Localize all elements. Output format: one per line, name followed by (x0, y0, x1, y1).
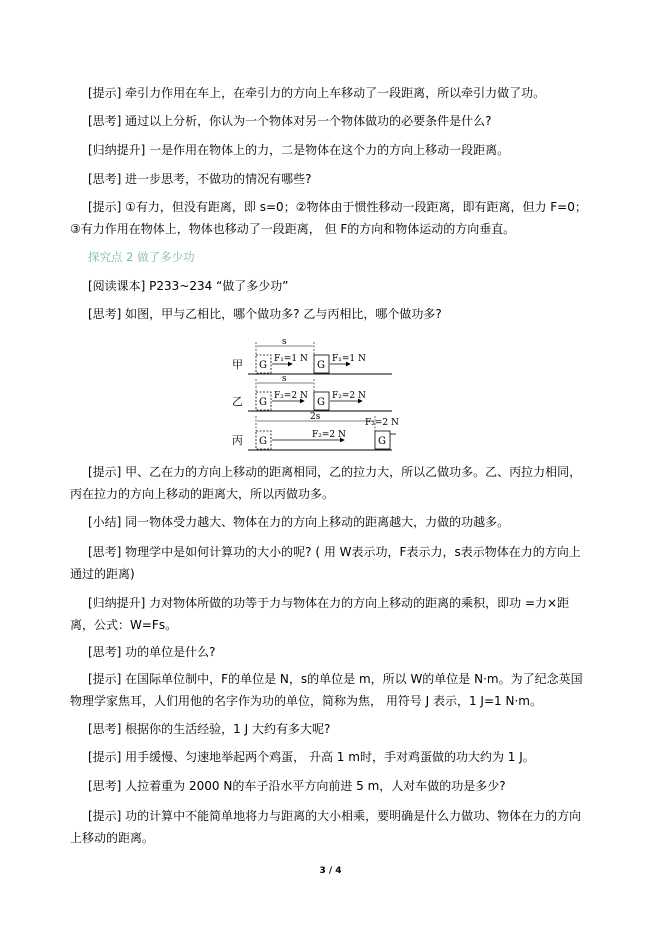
paragraph-think-2: [思考] 进一步思考，不做功的情况有哪些? (88, 172, 312, 186)
paragraph-think-4: [思考] 物理学中是如何计算功的大小的呢? ( 用 W表示功，F表示力，s表示物体在力的方向上通过的距离) (70, 545, 581, 581)
paragraph-think-7: [思考] 人拉着重为 2000 N的车子沿水平方向前进 5 m，人对车做的功是多少? (88, 779, 506, 793)
row-label-bing: 丙 (232, 434, 243, 447)
paragraph-think-1: [思考] 通过以上分析，你认为一个物体对另一个物体做功的必要条件是什么? (88, 114, 492, 128)
box-label: G (317, 397, 325, 408)
paragraph-conclusion: [小结] 同一物体受力越大、物体在力的方向上移动的距离越大，力做的功越多。 (88, 515, 510, 529)
paragraph-hint-1: [提示] 牵引力作用在车上，在牵引力的方向上车移动了一段距离，所以牵引力做了功。 (88, 86, 546, 100)
paragraph-think-5: [思考] 功的单位是什么? (88, 645, 216, 659)
figure-row-jia (232, 337, 392, 374)
figure-row-yi (232, 374, 392, 411)
distance-label-bing: 2s (310, 412, 321, 422)
paragraph-summary-1: [归纳提升] 一是作用在物体上的力，二是物体在这个力的方向上移动一段距离。 (88, 143, 510, 157)
paragraph-hint-4: [提示] 在国际单位制中，F的单位是 N，s的单位是 m，所以 W的单位是 N·m。为了纪念英国物理学家焦耳，人们用他的名字作为功的单位，简称为焦， 用符号 J 表示，1 J=1 N·m。 (70, 672, 583, 708)
paragraph-hint-3: [提示] 甲、乙在力的方向上移动的距离相同，乙的拉力大，所以乙做功多。乙、丙拉力相同，丙在拉力的方向上移动的距离大，所以丙做功多。 (70, 465, 582, 501)
force-label-jia: F₁=1 N (274, 354, 308, 364)
force-label-yi: F₂=2 N (274, 391, 308, 401)
box-label: G (259, 397, 267, 408)
page-number: 3 / 4 (319, 866, 342, 876)
box-label: G (259, 360, 267, 371)
force-distance-figure (226, 336, 402, 452)
distance-label-yi: s (282, 374, 287, 384)
force-label-bing-end: F₂=2 N (365, 418, 399, 428)
box-label: G (378, 436, 386, 447)
paragraph-hint-6: [提示] 功的计算中不能简单地将力与距离的大小相乘，要明确是什么力做功、物体在力的方向上移动的距离。 (70, 809, 582, 845)
paragraph-reading: [阅读课本] P233~234 “做了多少功” (88, 279, 289, 293)
figure-row-bing (232, 412, 399, 450)
paragraph-think-3: [思考] 如图，甲与乙相比，哪个做功多? 乙与丙相比，哪个做功多? (88, 307, 442, 321)
box-label: G (259, 436, 267, 447)
paragraph-hint-5: [提示] 用手缓慢、匀速地举起两个鸡蛋， 升高 1 m时，手对鸡蛋做的功大约为 1 J。 (88, 750, 535, 764)
paragraph-think-6: [思考] 根据你的生活经验，1 J 大约有多大呢? (88, 722, 331, 736)
paragraph-hint-2: [提示] ①有力，但没有距离，即 s=0；②物体由于惯性移动一段距离，即有距离，但力 F=0；③有力作用在物体上，物体也移动了一段距离， 但 F的方向和物体运动的方向垂直。 (70, 200, 587, 236)
force-label-bing: F₂=2 N (312, 430, 346, 440)
paragraph-summary-2: [归纳提升] 力对物体所做的功等于力与物体在力的方向上移动的距离的乘积，即功 =力×距离，公式：W=Fs。 (70, 596, 570, 632)
force-label-jia-end: F₁=1 N (332, 354, 366, 364)
row-label-jia: 甲 (232, 358, 243, 371)
box-label: G (317, 360, 325, 371)
section-heading: 探究点 2 做了多少功 (88, 250, 195, 264)
row-label-yi: 乙 (232, 395, 243, 408)
distance-label-jia: s (282, 337, 287, 347)
force-label-yi-end: F₂=2 N (332, 391, 366, 401)
